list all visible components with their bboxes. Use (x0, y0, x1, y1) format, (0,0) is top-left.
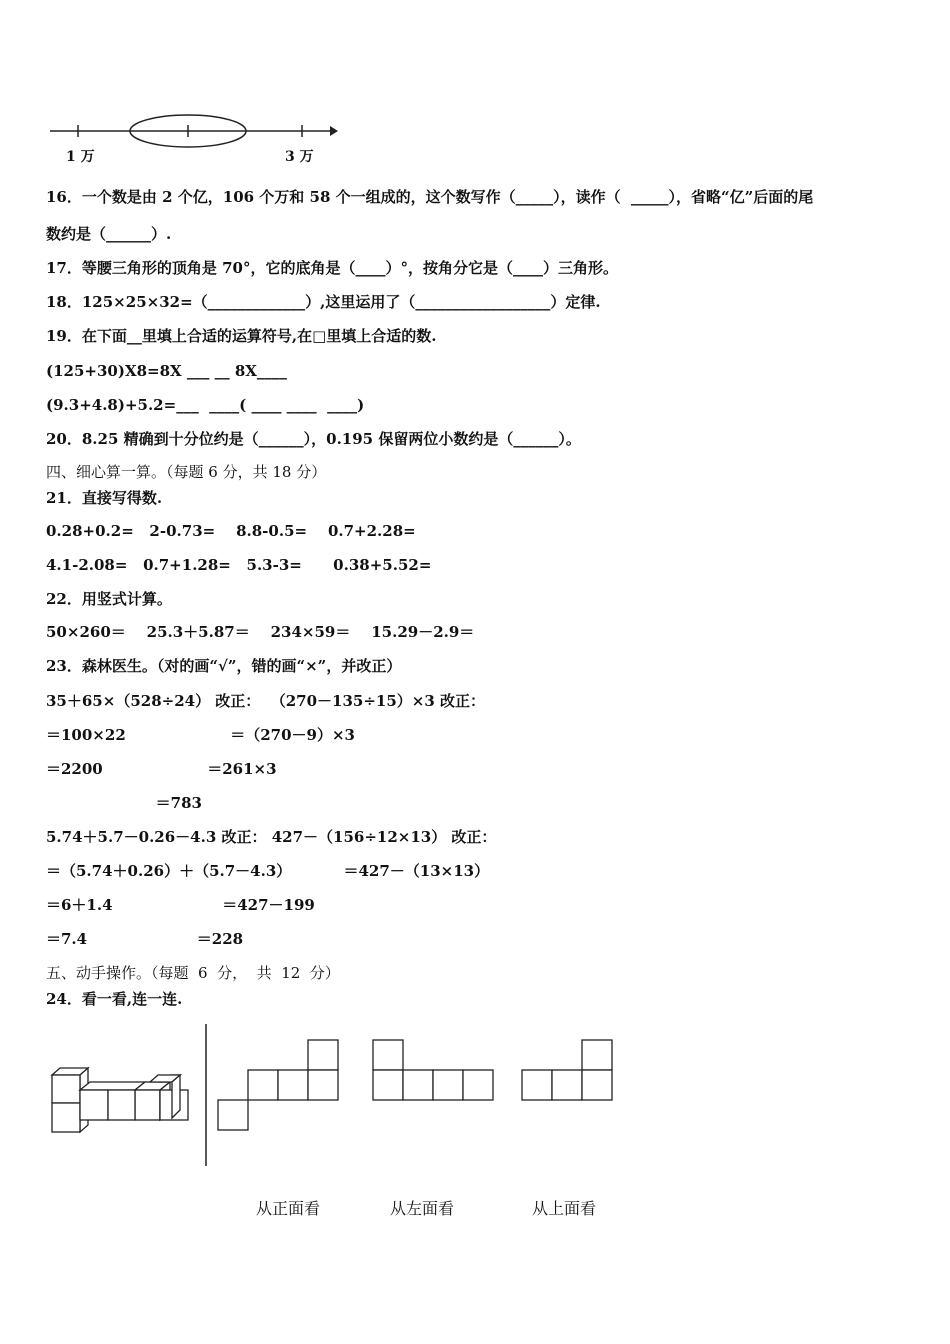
q23-b4: ＝7.4 ＝228 (46, 930, 244, 948)
cube-solid (52, 1068, 188, 1132)
view-shape-3 (522, 1040, 612, 1100)
q21: 21．直接写得数. (46, 489, 163, 507)
q21-row1: 0.28+0.2= 2-0.73= 8.8-0.5= 0.7+2.28= (46, 522, 416, 540)
q22: 22．用竖式计算。 (46, 590, 172, 608)
q23: 23．森林医生。（对的画“√”，错的画“×”，并改正） (46, 657, 402, 675)
section-5-heading: 五、动手操作。（每题 6 分， 共 12 分） (46, 964, 340, 982)
q16-line1: 16．一个数是由 2 个亿，106 个万和 58 个一组成的，这个数写作（_____），读作（ _____），省略“亿”后面的尾 (46, 188, 814, 206)
q19-expr1: (125+30)X8=8X ___ __ 8X____ (46, 362, 287, 380)
q23-a3: ＝2200 ＝261×3 (46, 760, 277, 778)
q17: 17．等腰三角形的顶角是 70°，它的底角是（____）°，按角分它是（____）三角形。 (46, 259, 618, 277)
view-shape-2 (373, 1040, 493, 1100)
q19: 19．在下面__里填上合适的运算符号,在□里填上合适的数. (46, 327, 437, 345)
caption-top-view: 从上面看 (532, 1199, 597, 1218)
q22-row: 50×260＝ 25.3＋5.87＝ 234×59＝ 15.29－2.9＝ (46, 623, 475, 641)
number-line-label-left: 1 万 (66, 149, 95, 165)
section-4-heading: 四、细心算一算。（每题 6 分，共 18 分） (46, 463, 327, 481)
q19-expr2: (9.3+4.8)+5.2=___ ____( ____ ____ ____) (46, 396, 365, 414)
q23-b1: 5.74＋5.7－0.26－4.3 改正： 427－（156÷12×13） 改正： (46, 828, 497, 846)
q18: 18．125×25×32=（_____________）,这里运用了（__________________）定律. (46, 293, 601, 311)
q23-a2: ＝100×22 ＝（270－9）×3 (46, 726, 355, 744)
q16-line2: 数约是（______）. (46, 225, 172, 243)
q24: 24．看一看,连一连. (46, 990, 183, 1008)
number-line-label-right: 3 万 (285, 149, 314, 165)
caption-front-view: 从正面看 (256, 1199, 321, 1218)
q23-b2: ＝（5.74＋0.26）＋（5.7－4.3） ＝427－（13×13） (46, 862, 490, 880)
view-shape-1 (218, 1040, 338, 1130)
q20: 20．8.25 精确到十分位约是（______），0.195 保留两位小数约是（______）。 (46, 430, 581, 448)
q23-a4: ＝783 (46, 794, 202, 812)
q23-a1: 35＋65×（528÷24） 改正： （270－135÷15）×3 改正： (46, 692, 486, 710)
caption-left-view: 从左面看 (390, 1199, 455, 1218)
cube-figures (40, 1020, 660, 1180)
q23-b3: ＝6＋1.4 ＝427－199 (46, 896, 315, 914)
q21-row2: 4.1-2.08= 0.7+1.28= 5.3-3= 0.38+5.52= (46, 556, 432, 574)
number-line-arrow (330, 126, 338, 136)
